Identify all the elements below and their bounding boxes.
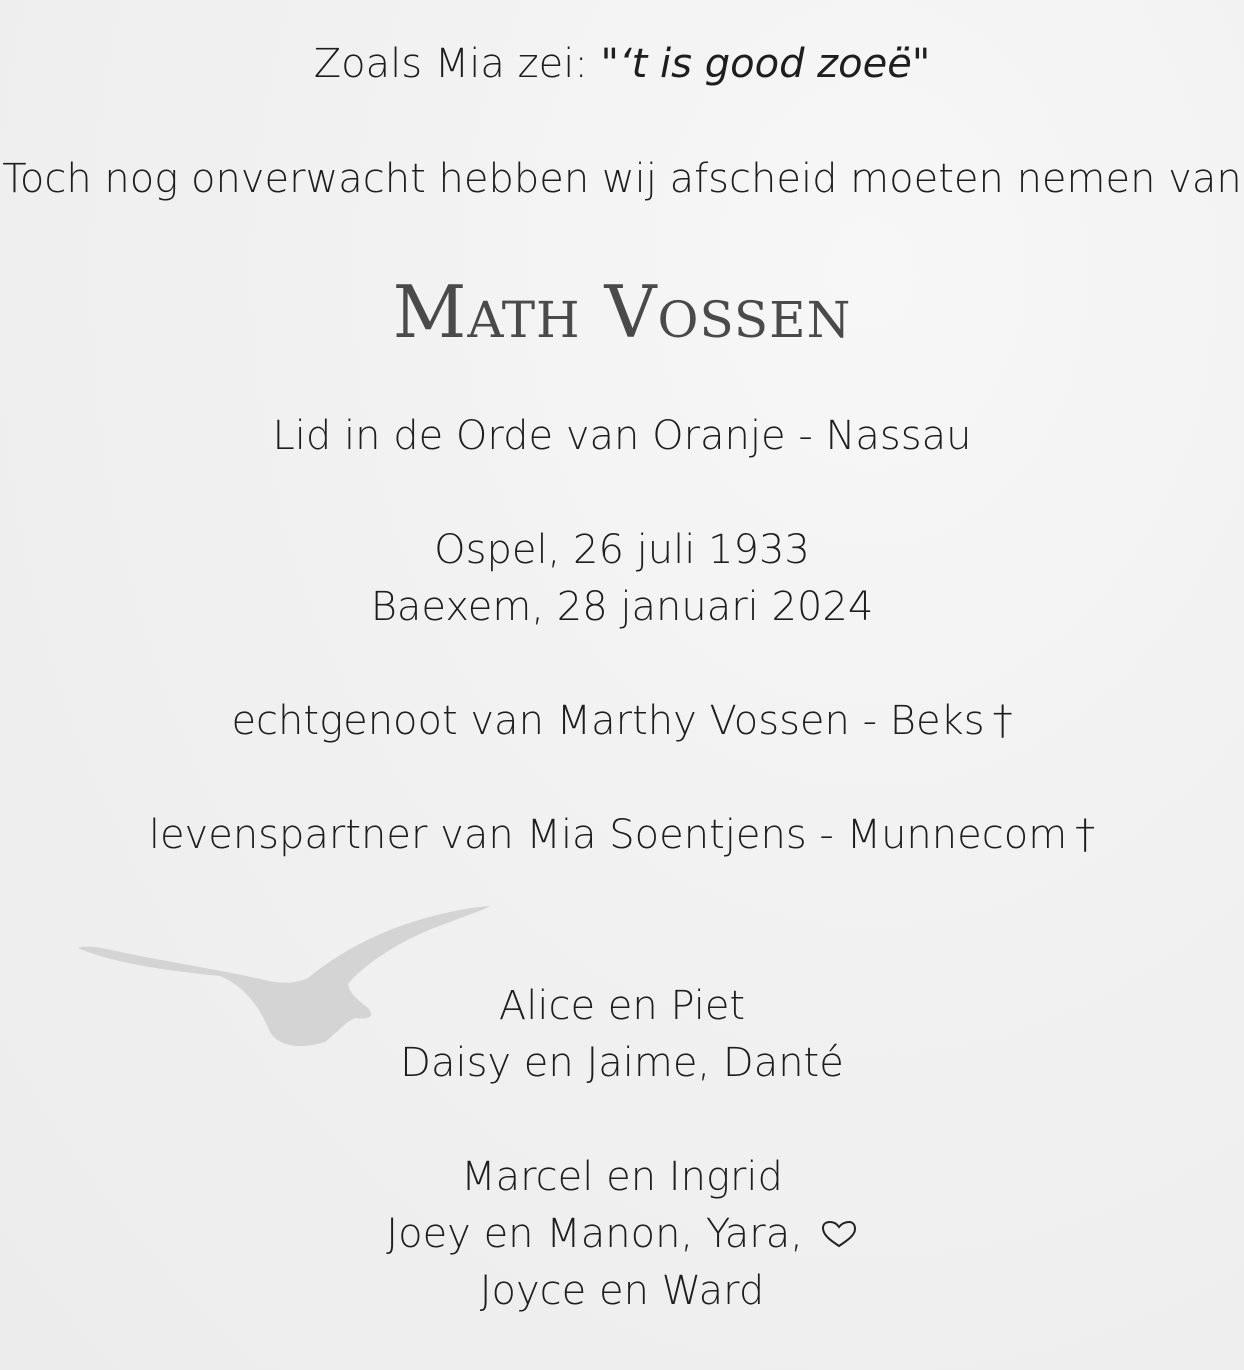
family-line: Marcel en Ingrid (461, 1154, 783, 1200)
cross-icon: † (1075, 812, 1096, 858)
family-line: Joyce en Ward (479, 1268, 765, 1314)
spouse-text: echtgenoot van Marthy Vossen - Beks (231, 698, 985, 744)
partner-line (0, 811, 1244, 859)
family-line (0, 1210, 1244, 1258)
family-line-text: Joey en Manon, Yara, (386, 1211, 803, 1257)
spouse-line (0, 697, 1244, 745)
birth-line: Ospel, 26 juli 1933 (434, 527, 810, 573)
death-line: Baexem, 28 januari 2024 (370, 584, 874, 630)
deceased-name: Math Vossen (392, 270, 852, 354)
family-line: Daisy en Jaime, Danté (400, 1040, 844, 1086)
quote-text: "‘t is good zoeë" (600, 41, 931, 87)
honor-text: Lid in de Orde van Oranje - Nassau (272, 413, 972, 459)
partner-text: levenspartner van Mia Soentjens - Munnecom (148, 812, 1068, 858)
seagull-silhouette-icon (70, 900, 500, 1060)
cross-icon: † (992, 698, 1013, 744)
heart-outline-icon (820, 1219, 858, 1249)
family-line: Alice en Piet (498, 983, 746, 1029)
quote-prefix: Zoals Mia zei: (313, 41, 601, 87)
quote-line (0, 40, 1244, 88)
intro-text: Toch nog onverwacht hebben wij afscheid moeten nemen van (2, 156, 1242, 202)
